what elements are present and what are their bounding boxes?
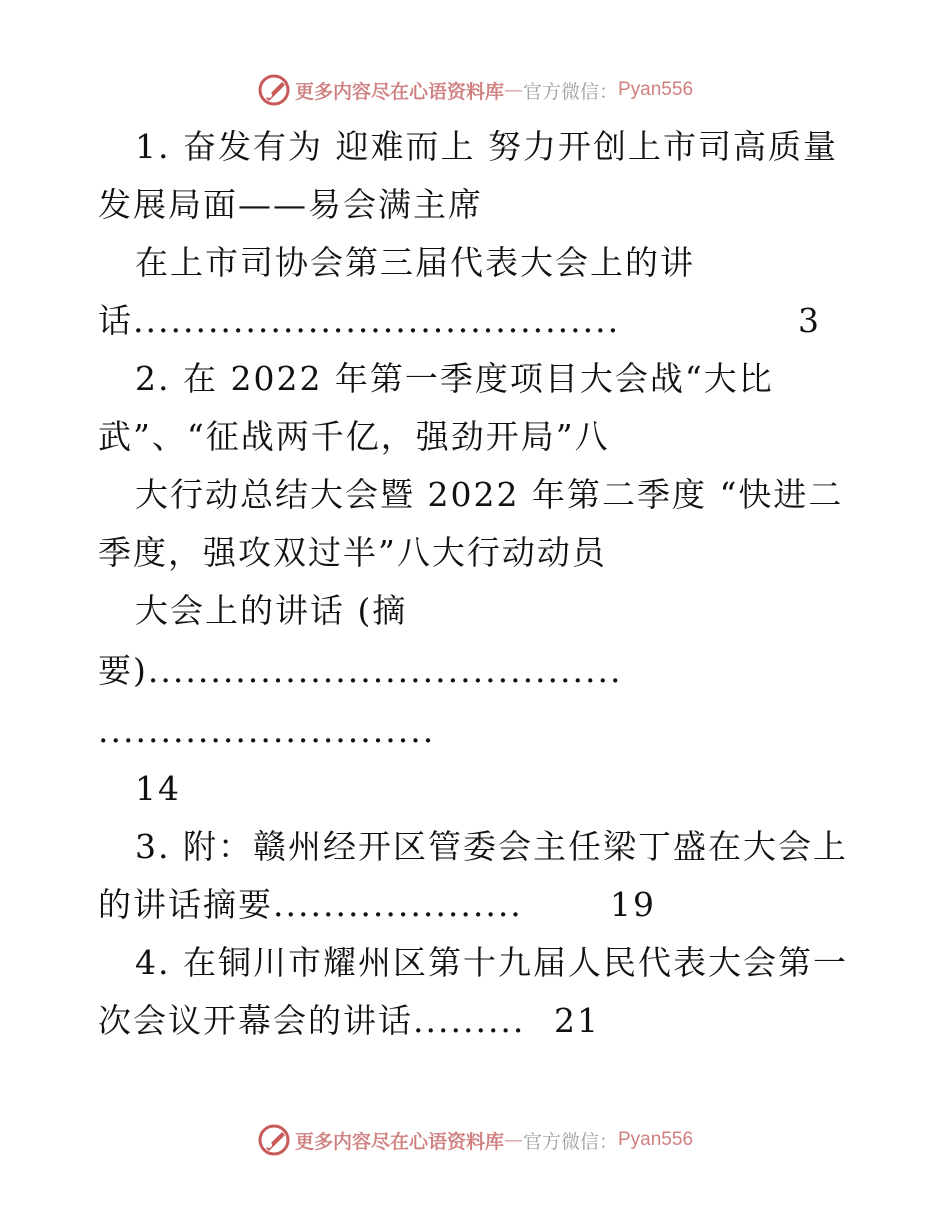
toc-entry-4-line-1: 4. 在铜川市耀州区第十九届人民代表大会第一 (135, 943, 848, 982)
toc-entry-4-line-2: 次会议开幕会的讲话......... 21 (0, 999, 950, 1043)
logo-icon (257, 73, 291, 107)
toc-entry-2-line-4: 季度，强攻双过半”八大行动动员 (98, 533, 607, 572)
toc-entry-1-line-1: 1. 奋发有为 迎难而上 努力开创上市司高质量 (135, 127, 838, 166)
watermark-separator: — (503, 1129, 523, 1151)
toc-entry-3-line-1: 3. 附：赣州经开区管委会主任梁丁盛在大会上 (135, 827, 848, 866)
header-watermark (0, 70, 950, 110)
toc-entry-2-page: 14 (135, 769, 181, 808)
toc-entry-4-page: 21 (554, 1001, 600, 1040)
toc-entry-2-line-2: 武”、“征战两千亿，强劲开局”八 (98, 417, 610, 456)
watermark-wechat-label: 官方微信： (522, 80, 618, 103)
watermark-separator: — (503, 79, 523, 101)
toc-entry-3-line-2: 的讲话摘要.................... 19 (0, 883, 950, 927)
toc-entry-1-line-4: 话....................................... 3 (0, 299, 950, 343)
toc-entry-1-page: 3 (798, 301, 821, 340)
toc-entry-2-line-1: 2. 在 2022 年第一季度项目大会战“大比 (135, 359, 774, 398)
watermark-wechat-id: Pyan556 (618, 79, 694, 100)
toc-entry-3-page: 19 (610, 885, 656, 924)
toc-entry-2-line-5: 大会上的讲话 (摘 (135, 591, 408, 630)
footer-watermark (0, 1120, 950, 1160)
watermark-wechat-id: Pyan556 (618, 1129, 694, 1150)
toc-entry-2-line-3: 大行动总结大会暨 2022 年第二季度 “快进二 (135, 475, 844, 514)
watermark-brand: 更多内容尽在心语资料库 (294, 80, 504, 103)
toc-entry-2-line-6: 要)...................................... (98, 651, 623, 690)
toc-entry-2-line-7: ........................... (98, 711, 436, 750)
watermark-brand: 更多内容尽在心语资料库 (294, 1130, 504, 1153)
logo-icon (257, 1123, 291, 1157)
toc-entry-1-line-2: 发展局面——易会满主席 (98, 185, 483, 224)
toc-entry-1-line-3: 在上市司协会第三届代表大会上的讲 (135, 243, 695, 282)
watermark-wechat-label: 官方微信： (522, 1130, 618, 1153)
